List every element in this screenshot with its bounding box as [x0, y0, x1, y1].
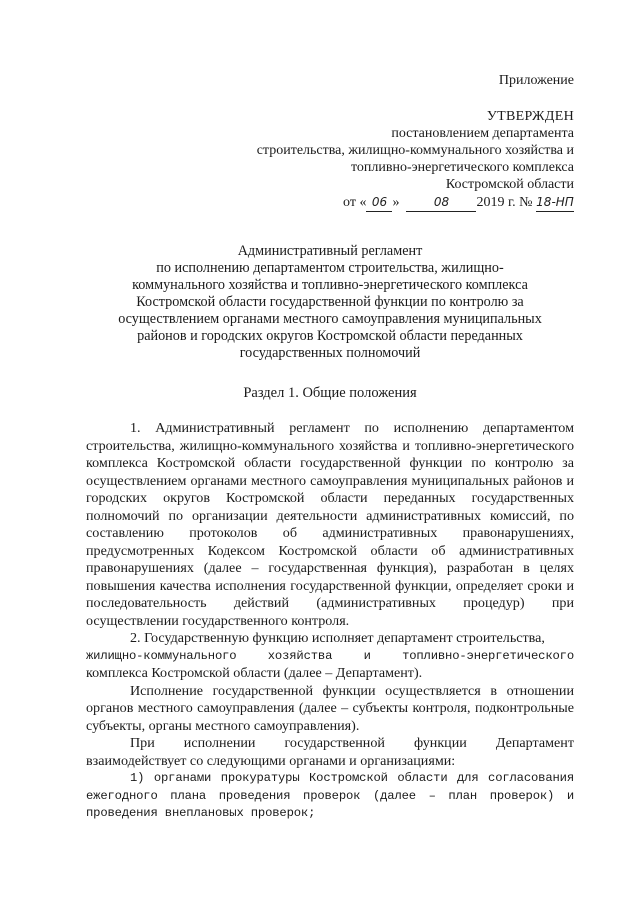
- approval-line-4: Костромской области: [445, 177, 574, 192]
- section-heading: Раздел 1. Общие положения: [243, 385, 417, 401]
- paragraph-5: 1) органами прокуратуры Костромской области для согласования ежегодного плана проведения проверок (далее – план проверок) и проведения внеплановых проверок;: [86, 771, 574, 820]
- approval-date-line: [257, 194, 574, 212]
- title-line-5: осуществлением органами местного самоуправления муниципальных: [118, 311, 542, 327]
- appendix-label: Приложение: [498, 73, 574, 88]
- document-title: [86, 243, 574, 362]
- date-year: 2019 г. №: [476, 195, 533, 210]
- paragraph-3: Исполнение государственной функции осуществляется в отношении органов местного самоуправления (далее – субъекты контроля, подконтрольные субъекты, органы местного самоуправления).: [86, 682, 574, 734]
- date-quote-close: »: [392, 195, 400, 210]
- paragraph-2-line-1: 2. Государственную функцию исполняет департамент строительства,: [130, 630, 545, 646]
- approval-line-2: строительства, жилищно-коммунального хозяйства и: [256, 143, 574, 158]
- approval-line-1: постановлением департамента: [391, 126, 574, 141]
- paragraph-4: При исполнении государственной функции Департамент взаимодействует со следующими органами и организациями:: [86, 735, 574, 769]
- approval-stamp: [257, 108, 574, 212]
- title-line-3: коммунального хозяйства и топливно-энергетического комплекса: [132, 277, 528, 293]
- date-day: 06: [366, 194, 392, 212]
- document-body: [86, 420, 574, 823]
- title-line-4: Костромской области государственной функции по контролю за: [136, 294, 524, 310]
- approved-heading: УТВЕРЖДЕН: [486, 109, 574, 124]
- approval-line-3: топливно-энергетического комплекса: [351, 160, 574, 175]
- paragraph-1: 1. Административный регламент по исполнению департаментом строительства, жилищно-коммунального хозяйства и топливно-энергетического комплекса Костромской области государственной функции по контролю за осуществлением органами местного самоуправления муниципальных районов и городских округов Костромской области переданных государственных полномочий по организации деятельности административных комиссий, по составлению протоколов об административных правонарушениях, предусмотренных Кодексом Костромской области об административных правонарушениях (далее – государственная функция), разработан в целях повышения качества исполнения государственной функции, определяет сроки и последовательность действий (административных процедур) при осуществлении государственного контроля.: [86, 420, 574, 629]
- date-month: 08: [406, 194, 476, 212]
- paragraph-2-line-2: жилищно-коммунального хозяйства и топливно-энергетического: [86, 648, 574, 663]
- approval-block: [499, 72, 574, 89]
- paragraph-2-line-3: комплекса Костромской области (далее – Департамент).: [86, 665, 423, 681]
- title-line-2: по исполнению департаментом строительства, жилищно-: [156, 260, 504, 276]
- title-line-6: районов и городских округов Костромской области переданных: [137, 328, 523, 344]
- title-line-1: Административный регламент: [237, 243, 423, 259]
- document-number: 18-НП: [536, 194, 574, 212]
- title-line-7: государственных полномочий: [239, 345, 421, 361]
- date-prefix: от «: [343, 195, 367, 210]
